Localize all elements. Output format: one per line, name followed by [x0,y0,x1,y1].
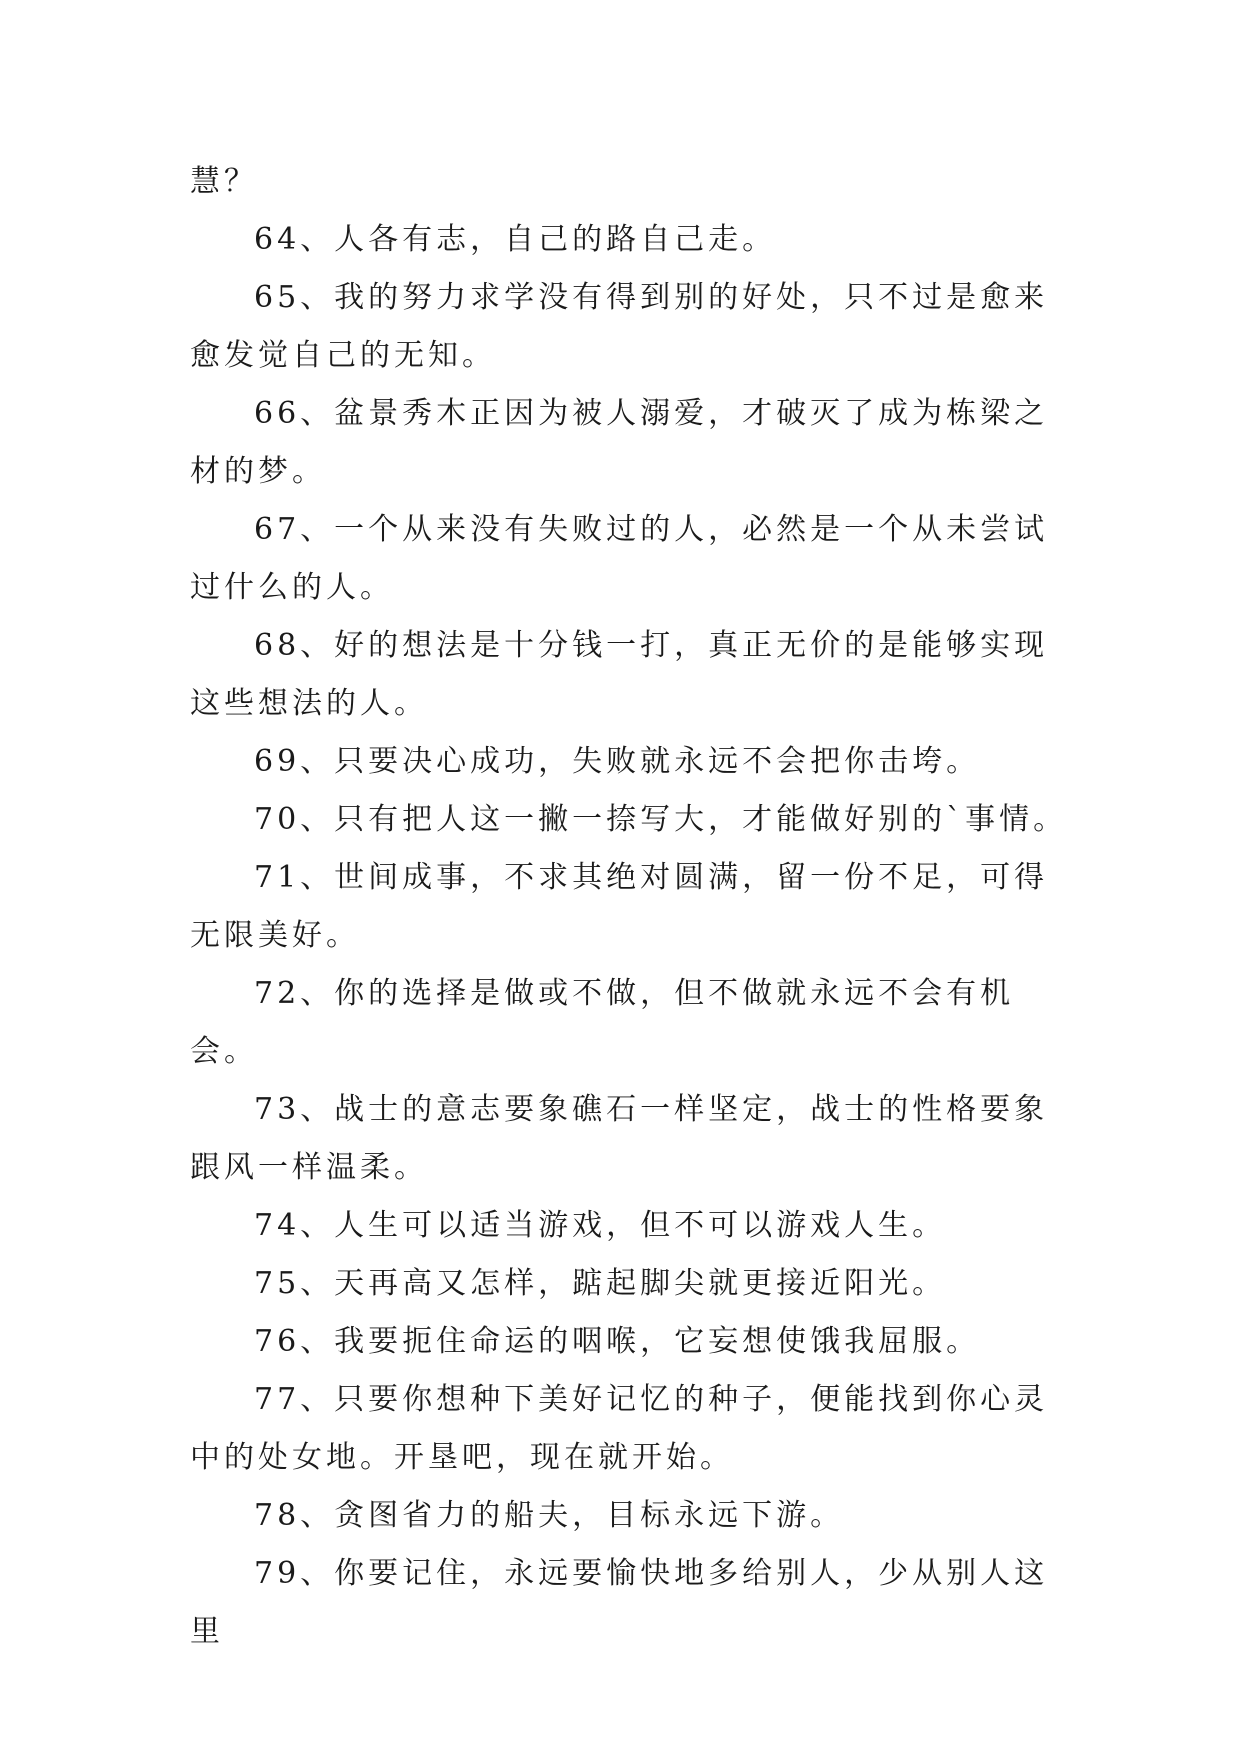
paragraph-67: 67、一个从来没有失败过的人，必然是一个从未尝试过什么的人。 [190,512,1049,605]
paragraph-70: 70、只有把人这一撇一捺写大，才能做好别的`事情。 [254,802,1068,837]
paragraph-77: 77、只要你想种下美好记忆的种子，便能找到你心灵中的处女地。开垦吧，现在就开始。 [190,1382,1049,1475]
paragraph-65: 65、我的努力求学没有得到别的好处，只不过是愈来愈发觉自己的无知。 [190,280,1049,373]
document-body [190,153,1070,1661]
paragraph-78: 78、贪图省力的船夫，目标永远下游。 [254,1498,845,1533]
paragraph-71: 71、世间成事，不求其绝对圆满，留一份不足，可得无限美好。 [190,860,1049,953]
paragraph-66: 66、盆景秀木正因为被人溺爱，才破灭了成为栋梁之材的梦。 [190,396,1049,489]
paragraph-79: 79、你要记住，永远要愉快地多给别人，少从别人这里 [190,1556,1049,1649]
paragraph-64: 64、人各有志，自己的路自己走。 [254,222,777,257]
paragraph-68: 68、好的想法是十分钱一打，真正无价的是能够实现这些想法的人。 [190,628,1049,721]
paragraph-69: 69、只要决心成功，失败就永远不会把你击垮。 [254,744,981,779]
paragraph-76: 76、我要扼住命运的咽喉，它妄想使饿我屈服。 [254,1324,981,1359]
paragraph-74: 74、人生可以适当游戏，但不可以游戏人生。 [254,1208,947,1243]
paragraph-continuation: 慧？ [190,164,258,199]
paragraph-72: 72、你的选择是做或不做，但不做就永远不会有机会。 [190,976,1015,1069]
paragraph-75: 75、天再高又怎样，踮起脚尖就更接近阳光。 [254,1266,947,1301]
paragraph-73: 73、战士的意志要象礁石一样坚定，战士的性格要象跟风一样温柔。 [190,1092,1049,1185]
